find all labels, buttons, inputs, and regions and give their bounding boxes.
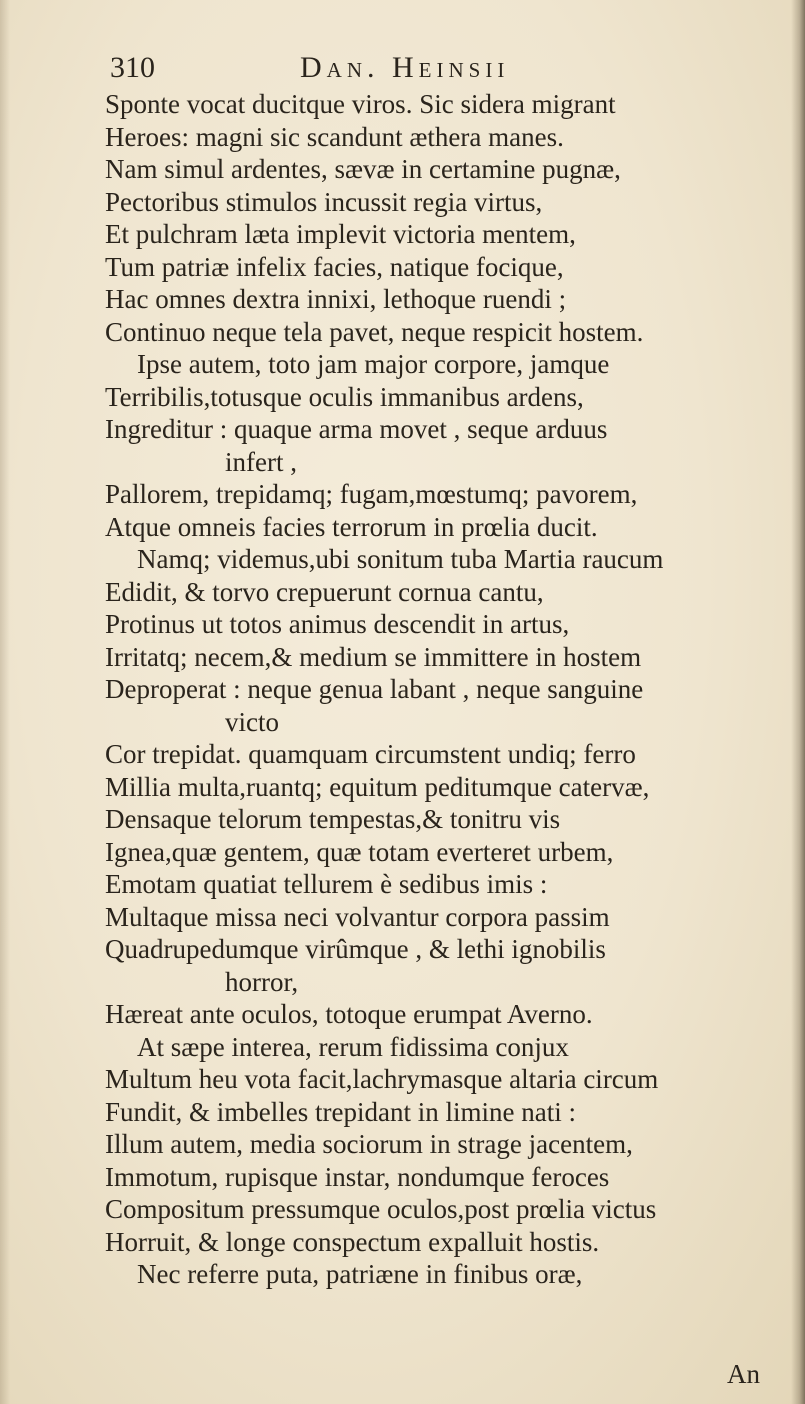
catchword-row	[105, 1358, 760, 1390]
verse-turnover: victo	[225, 706, 279, 737]
verse-line: Pallorem, trepidamq; fugam,mœstumq; pavorem,	[105, 479, 638, 509]
verse-line: Horruit, & longe conspectum expalluit hostis.	[105, 1226, 600, 1257]
verse-line: Quadrupedumque virûmque , & lethi ignobilis	[105, 934, 606, 964]
verse-line: Millia multa,ruantq; equitum peditumque catervæ,	[105, 771, 650, 802]
page-right-shadow	[791, 0, 805, 1404]
verse-line: Multaque missa neci volvantur corpora passim	[105, 901, 610, 932]
verse-line: Edidit, & torvo crepuerunt cornua cantu,	[105, 576, 544, 607]
verse-line: Nec referre puta, patriæne in finibus oræ,	[137, 1259, 583, 1289]
page-left-shadow	[0, 0, 10, 1404]
verse-line: Nam simul ardentes, sævæ in certamine pugnæ,	[105, 154, 621, 184]
verse-line: Compositum pressumque oculos,post prœlia victus	[105, 1194, 657, 1224]
verse-line: Multum heu vota facit,lachrymasque altaria circum	[105, 1064, 659, 1094]
verse-line: Irritatq; necem,& medium se immittere in hostem	[105, 641, 642, 672]
verse-line: Fundit, & imbelles trepidant in limine nati :	[105, 1096, 576, 1127]
verse-line: Tum patriæ infelix facies, natique focique,	[105, 251, 564, 282]
poem-text	[105, 88, 775, 1291]
verse-line: Continuo neque tela pavet, neque respicit hostem.	[105, 316, 644, 347]
verse-line: Heroes: magni sic scandunt æthera manes.	[105, 121, 564, 152]
verse-line: Deproperat : neque genua labant , neque sanguine	[105, 674, 644, 704]
catchword: An	[727, 1359, 760, 1389]
verse-turnover: infert ,	[225, 446, 297, 477]
verse-line: Hæreat ante oculos, totoque erumpat Averno.	[105, 999, 593, 1029]
verse-line: At sæpe interea, rerum fidissima conjux	[137, 1031, 569, 1062]
verse-line: Atque omneis facies terrorum in prœlia ducit.	[105, 511, 598, 542]
verse-line: Emotam quatiat tellurem è sedibus imis :	[105, 869, 548, 899]
verse-line: Ipse autem, toto jam major corpore, jamque	[137, 349, 610, 379]
verse-line: Ignea,quæ gentem, quæ totam everteret urbem,	[105, 836, 614, 867]
verse-line: Protinus ut totos animus descendit in artus,	[105, 609, 570, 639]
verse-line: Immotum, rupisque instar, nondumque feroces	[105, 1161, 610, 1192]
running-head: Dan. Heinsii	[300, 51, 510, 84]
verse-line: Densaque telorum tempestas,& tonitru vis	[105, 804, 561, 834]
verse-line: Sponte vocat ducitque viros. Sic sidera migrant	[105, 89, 616, 119]
verse-line: Cor trepidat. quamquam circumstent undiq; ferro	[105, 739, 636, 769]
verse-line: Et pulchram læta implevit victoria mentem,	[105, 219, 576, 249]
verse-line: Terribilis,totusque oculis immanibus ardens,	[105, 381, 584, 412]
verse-line: Illum autem, media sociorum in strage jacentem,	[105, 1129, 633, 1159]
page-header	[110, 48, 710, 88]
page-number: 310	[110, 51, 155, 84]
verse-line: Namq; videmus,ubi sonitum tuba Martia raucum	[137, 544, 664, 574]
verse-turnover: horror,	[225, 966, 299, 997]
verse-line: Ingreditur : quaque arma movet , seque arduus	[105, 414, 608, 444]
verse-line: Pectoribus stimulos incussit regia virtus,	[105, 186, 543, 217]
verse-line: Hac omnes dextra innixi, lethoque ruendi ;	[105, 284, 567, 314]
